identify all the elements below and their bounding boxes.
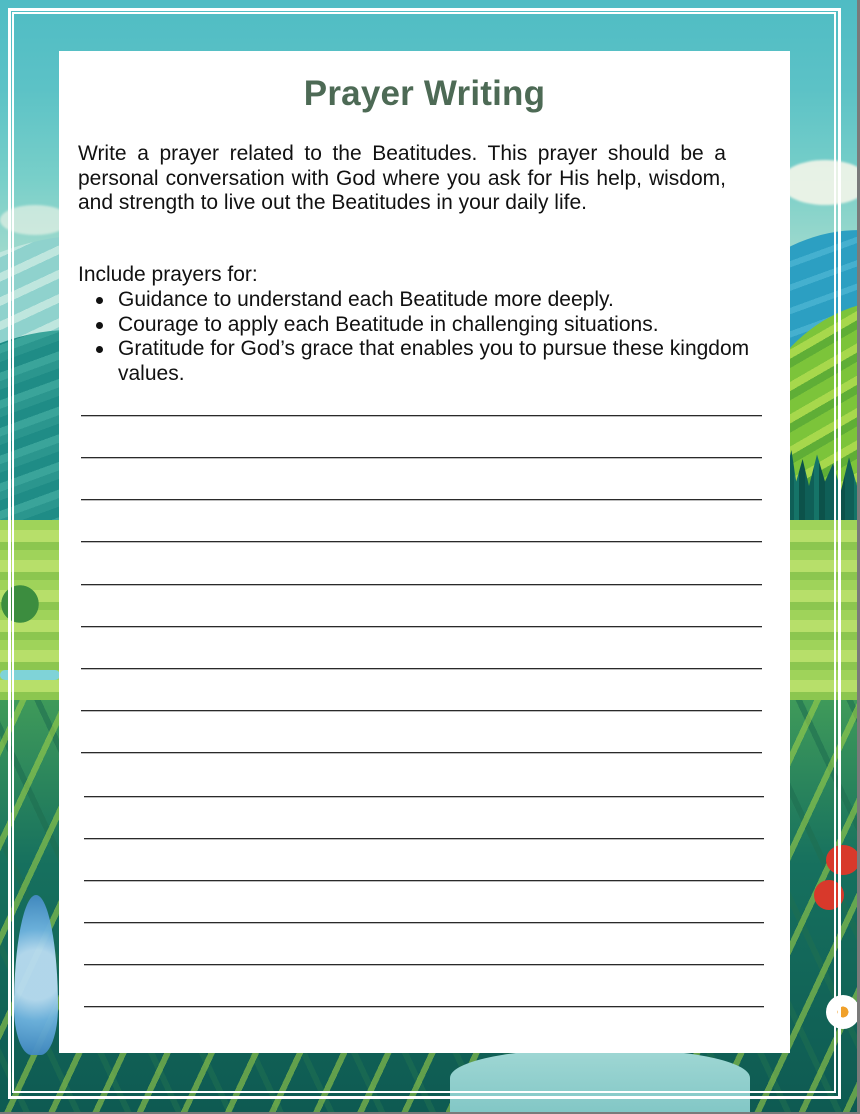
writing-line[interactable] [81, 499, 762, 500]
include-label: Include prayers for: [78, 263, 258, 286]
list-item [118, 313, 778, 338]
prayer-topics-list [78, 288, 778, 386]
writing-line[interactable] [84, 964, 764, 965]
bullet-icon [96, 346, 103, 353]
list-item-text: Guidance to understand each Beatitude more deeply. [118, 288, 614, 311]
list-item [118, 288, 778, 313]
bullet-icon [96, 322, 103, 329]
writing-line[interactable] [81, 710, 762, 711]
writing-line[interactable] [81, 752, 762, 753]
instructions-paragraph: Write a prayer related to the Beatitudes. This prayer should be a personal conversation with God where you ask for His help, wisdom, and strength to live out the Beatitudes in your daily life. [78, 142, 726, 214]
writing-line[interactable] [84, 1006, 764, 1007]
writing-line[interactable] [81, 584, 762, 585]
writing-line[interactable] [84, 880, 764, 881]
page-title: Prayer Writing [303, 74, 546, 113]
writing-line[interactable] [81, 626, 762, 627]
writing-line[interactable] [84, 838, 764, 839]
list-item [118, 337, 778, 386]
worksheet-card [59, 51, 790, 1053]
writing-line[interactable] [81, 541, 762, 542]
list-item-text: Courage to apply each Beatitude in challenging situations. [118, 312, 659, 336]
bullet-icon [96, 297, 103, 304]
writing-line[interactable] [84, 922, 764, 923]
writing-line[interactable] [81, 668, 762, 669]
writing-line[interactable] [81, 415, 762, 416]
writing-line[interactable] [81, 457, 762, 458]
list-item-text: Gratitude for God’s grace that enables you to pursue these kingdom values. [118, 337, 750, 385]
writing-line[interactable] [84, 796, 764, 797]
